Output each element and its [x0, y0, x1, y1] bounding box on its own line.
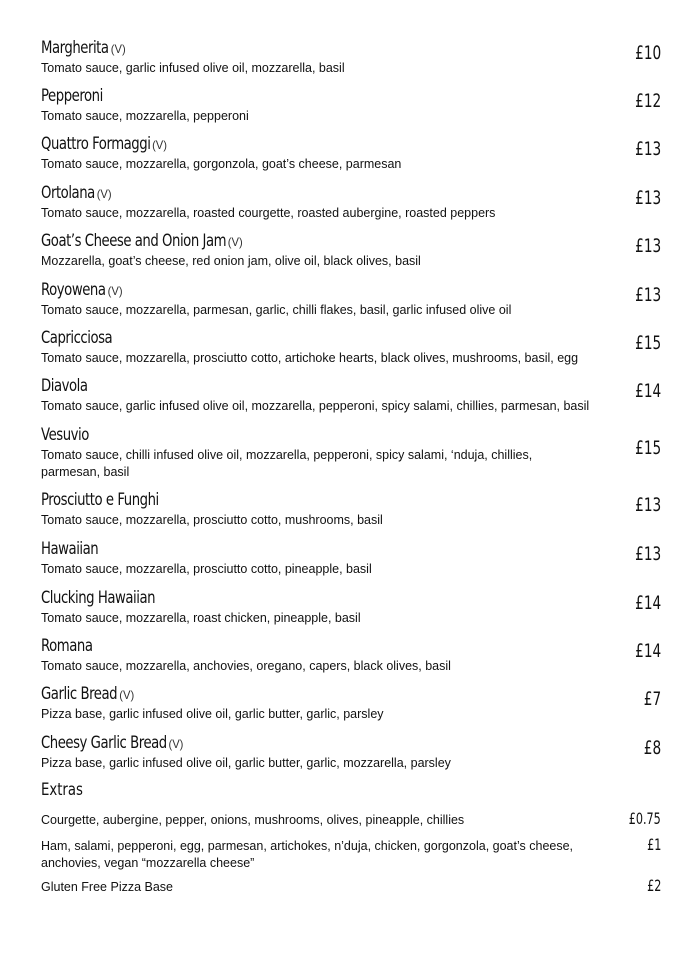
item-price: £8 — [643, 737, 661, 759]
extras-heading: Extras — [41, 780, 83, 800]
item-description: Tomato sauce, mozzarella, roast chicken, pineapple, basil — [41, 611, 361, 625]
item-description: Tomato sauce, mozzarella, gorgonzola, goat’s cheese, parmesan — [41, 157, 402, 171]
extras-description: Courgette, aubergine, pepper, onions, mushrooms, olives, pineapple, chillies — [41, 813, 465, 827]
item-name: Garlic Bread (V) — [41, 684, 134, 704]
item-name: Romana — [41, 636, 93, 656]
item-name: Prosciutto e Funghi — [41, 490, 159, 510]
item-name: Capricciosa — [41, 328, 113, 348]
item-price: £15 — [634, 437, 661, 459]
item-description: Pizza base, garlic infused olive oil, garlic butter, garlic, mozzarella, parsley — [41, 756, 451, 770]
item-description: Tomato sauce, mozzarella, anchovies, oregano, capers, black olives, basil — [41, 659, 451, 673]
item-price: £13 — [634, 187, 661, 209]
item-price: £15 — [634, 332, 661, 354]
item-name: Hawaiian — [41, 539, 99, 559]
item-description: Pizza base, garlic infused olive oil, garlic butter, garlic, parsley — [41, 707, 384, 721]
item-name: Vesuvio — [41, 425, 89, 445]
item-price: £13 — [634, 494, 661, 516]
menu-item — [41, 376, 661, 415]
item-name: Diavola — [41, 376, 88, 396]
vegetarian-badge: (V) — [168, 737, 184, 751]
vegetarian-badge: (V) — [118, 688, 134, 702]
item-description: Tomato sauce, mozzarella, prosciutto cotto, mushrooms, basil — [41, 513, 383, 527]
item-description: Tomato sauce, garlic infused olive oil, mozzarella, pepperoni, spicy salami, chillies, parmesan, basil — [41, 399, 590, 413]
menu-item — [41, 539, 661, 578]
menu-item — [41, 733, 661, 772]
item-price: £14 — [634, 592, 661, 614]
menu-item — [41, 588, 661, 627]
item-name: Quattro Formaggi (V) — [41, 134, 168, 154]
menu-item — [41, 134, 661, 173]
extras-item — [41, 835, 661, 872]
vegetarian-badge: (V) — [107, 284, 123, 298]
menu-item — [41, 490, 661, 529]
item-description: Tomato sauce, mozzarella, prosciutto cotto, pineapple, basil — [41, 562, 372, 576]
vegetarian-badge: (V) — [96, 187, 112, 201]
menu-item — [41, 425, 661, 481]
extras-item — [41, 876, 661, 896]
item-name: Royowena (V) — [41, 280, 123, 300]
item-price: £14 — [634, 640, 661, 662]
item-description: Tomato sauce, mozzarella, prosciutto cotto, artichoke hearts, black olives, mushrooms, basil, egg — [41, 351, 579, 365]
item-name: Pepperoni — [41, 86, 103, 106]
menu-item — [41, 231, 661, 270]
item-price: £13 — [634, 284, 661, 306]
item-name: Goat’s Cheese and Onion Jam (V) — [41, 231, 243, 251]
vegetarian-badge: (V) — [152, 138, 168, 152]
extras-description: Gluten Free Pizza Base — [41, 880, 174, 894]
item-description: Tomato sauce, mozzarella, parmesan, garlic, chilli flakes, basil, garlic infused olive oil — [41, 303, 512, 317]
item-price: £13 — [634, 543, 661, 565]
item-price: £13 — [634, 138, 661, 160]
item-price: £13 — [634, 235, 661, 257]
item-name: Cheesy Garlic Bread (V) — [41, 733, 184, 753]
menu-item — [41, 86, 661, 125]
item-description: Mozzarella, goat’s cheese, red onion jam, olive oil, black olives, basil — [41, 254, 421, 268]
vegetarian-badge: (V) — [110, 42, 126, 56]
menu-item — [41, 636, 661, 675]
item-name: Clucking Hawaiian — [41, 588, 156, 608]
extras-price: £0.75 — [628, 809, 661, 828]
menu-item — [41, 684, 661, 723]
item-description: Tomato sauce, mozzarella, roasted courgette, roasted aubergine, roasted peppers — [41, 206, 496, 220]
menu-item — [41, 328, 661, 367]
item-price: £14 — [634, 380, 661, 402]
extras-description: Ham, salami, pepperoni, egg, parmesan, artichokes, n’duja, chicken, gorgonzola, goat’s cheese, anchovies, vegan “mozzarella cheese” — [41, 839, 574, 870]
item-name: Margherita (V) — [41, 38, 126, 58]
extras-item — [41, 809, 661, 829]
item-description: Tomato sauce, chilli infused olive oil, mozzarella, pepperoni, spicy salami, ‘nduja, chillies, parmesan, basil — [41, 448, 533, 479]
menu-item — [41, 183, 661, 222]
menu-item — [41, 38, 661, 77]
item-description: Tomato sauce, mozzarella, pepperoni — [41, 109, 249, 123]
item-price: £10 — [634, 42, 661, 64]
extras-price: £2 — [646, 876, 661, 895]
vegetarian-badge: (V) — [227, 235, 243, 249]
item-name: Ortolana (V) — [41, 183, 112, 203]
item-price: £12 — [634, 90, 661, 112]
extras-price: £1 — [646, 835, 661, 854]
item-price: £7 — [643, 688, 661, 710]
menu-item — [41, 280, 661, 319]
item-description: Tomato sauce, garlic infused olive oil, mozzarella, basil — [41, 61, 345, 75]
